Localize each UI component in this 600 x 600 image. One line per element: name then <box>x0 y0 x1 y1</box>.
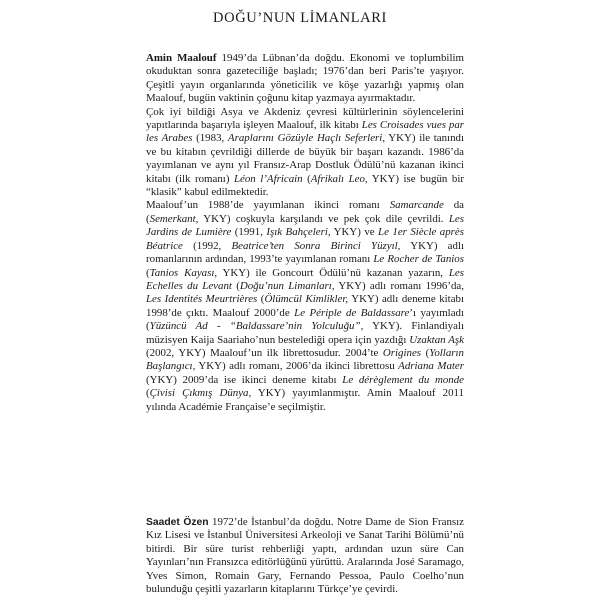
book-title: Yüzüncü Ad - “Baldassare’nin Yolculuğu”, <box>149 320 364 333</box>
book-title: Le Rocher de Tanios <box>373 253 464 266</box>
book-title: Semerkant, <box>149 212 199 225</box>
translator-bio-paragraph: Saadet Özen 1972’de İstanbul’da doğdu. Notre Dame de Sion Fransız Kız Lisesi ve İstanbul Üniversitesi Arkeoloji ve Sanat Tarihi Bölümü’nü bitirdi. Bir süre turist rehberliği yaptı, ardından uzun süre Can Yayınları’nın Fransızca editörlüğünü yürüttü. Aralarında José Saramago, Yves Simon, Romain Gary, Fernando Pessoa, Paulo Coelho’nun bulunduğu çeşitli yazarların kitaplarını Türkçe’ye çevirdi. <box>146 516 464 596</box>
book-title: Le Périple de Baldassare <box>294 306 410 319</box>
book-title: Origines <box>382 346 422 359</box>
book-title: Les Croisades vues par les Arabes <box>146 119 465 145</box>
book-title: Afrikalı Leo, <box>310 172 368 185</box>
book-title: Samarcande <box>389 199 444 212</box>
author-bio-section <box>146 52 464 414</box>
book-title: Beatrice’ten Sonra Birinci Yüzyıl, <box>231 239 401 252</box>
author-bio-paragraph-3: Maalouf’un 1988’de yayımlanan ikinci romanı Samarcande da (Semerkant, YKY) coşkuyla karşılandı ve pek çok dile çevrildi. Les Jardins de Lumière (1991, Işık Bahçeleri, YKY) ve Le 1er Siècle après Béatrice (1992, Beatrice’ten Sonra Birinci Yüzyıl, YKY) adlı romanlarının ardından, 1993’te yayımlanan romanı Le Rocher de Tanios (Tanios Kayası, YKY) ile Goncourt Ödülü’nü kazanan yazarın, Les Echelles du Levant (Doğu’nun Limanları, YKY) adlı romanı 1996’da, Les Identités Meurtrières (Ölümcül Kimlikler, YKY) adlı deneme kitabı 1998’de çıktı. Maalouf 2000’de Le Périple de Baldassare’ı yayımladı (Yüzüncü Ad - “Baldassare’nin Yolculuğu”, YKY). Finlandiyalı müzisyen Kaija Saariaho’nun bestelediği opera için yazdığı Uzaktan Aşk (2002, YKY) Maalouf’un ilk librettosudur. 2004’te Origines (Yolların Başlangıcı, YKY) adlı romanı, 2006’da ikinci librettosu Adriana Mater (YKY) 2009’da ise ikinci deneme kitabı Le dérèglement du monde (Çivisi Çıkmış Dünya, YKY) yayımlanmıştır. Amin Maalouf 2011 yılında Académie Française’e seçilmiştir. <box>146 199 465 413</box>
translator-name: Saadet Özen <box>146 517 209 528</box>
book-title: Doğu’nun Limanları, <box>239 279 335 292</box>
book-title: Les Identités Meurtrières <box>146 293 258 306</box>
author-bio-paragraph-2: Çok iyi bildiği Asya ve Akdeniz çevresi kültürlerinin söylencelerini yapıtlarında başarıyla işleyen Maalouf, ilk kitabı Les Croisades vues par les Arabes (1983, Araplarını Gözüyle Haçlı Seferleri, YKY) ile tanındı ve bu kitabın çevrildiği dillerde de büyük bir başarı kazandı. 1986’da yayımlanan ve aynı yıl Fransız-Arap Dostluk Ödülü’nü kazanan ikinci kitabı (ilk romanı) Léon l’Africain (Afrikalı Leo, YKY) ise bugün bir “klasik” kabul edilmektedir. <box>146 105 465 199</box>
author-name: Amin Maalouf <box>146 52 217 64</box>
book-title: Uzaktan Aşk <box>409 333 464 346</box>
book-title: Çivisi Çıkmış Dünya, <box>149 387 252 400</box>
book-title: Le dérèglement du monde <box>342 373 465 386</box>
book-title: Araplarını Gözüyle Haçlı Seferleri <box>227 132 383 145</box>
book-title: Işık Bahçeleri, <box>266 226 331 239</box>
book-title: Yolların Başlangıcı, <box>146 346 464 373</box>
book-title: Les Jardins de Lumière <box>146 212 464 239</box>
book-title: Le 1er Siècle après Béatrice <box>146 226 464 252</box>
translator-bio-section <box>146 516 464 596</box>
book-title: Ölümcül Kimlikler, <box>264 293 349 306</box>
book-title: Les Echelles du Levant <box>146 266 464 292</box>
book-title: Léon l’Africain <box>233 172 303 185</box>
author-bio-paragraph-1: Amin Maalouf 1949’da Lübnan’da doğdu. Ekonomi ve toplumbilim okuduktan sonra gazeteciliğe başladı; 1976’dan beri Paris’te yaşıyor. Çeşitli yayın organlarında yöneticilik ve köşe yazarlığı yapmış olan Maalouf, bugün vaktinin çoğunu kitap yazmaya ayırmaktadır. <box>146 52 464 105</box>
running-header: DOĞU’NUN LİMANLARI <box>213 10 387 26</box>
book-title: Tanios Kayası, <box>149 266 218 279</box>
book-title: Adriana Mater <box>398 360 464 373</box>
